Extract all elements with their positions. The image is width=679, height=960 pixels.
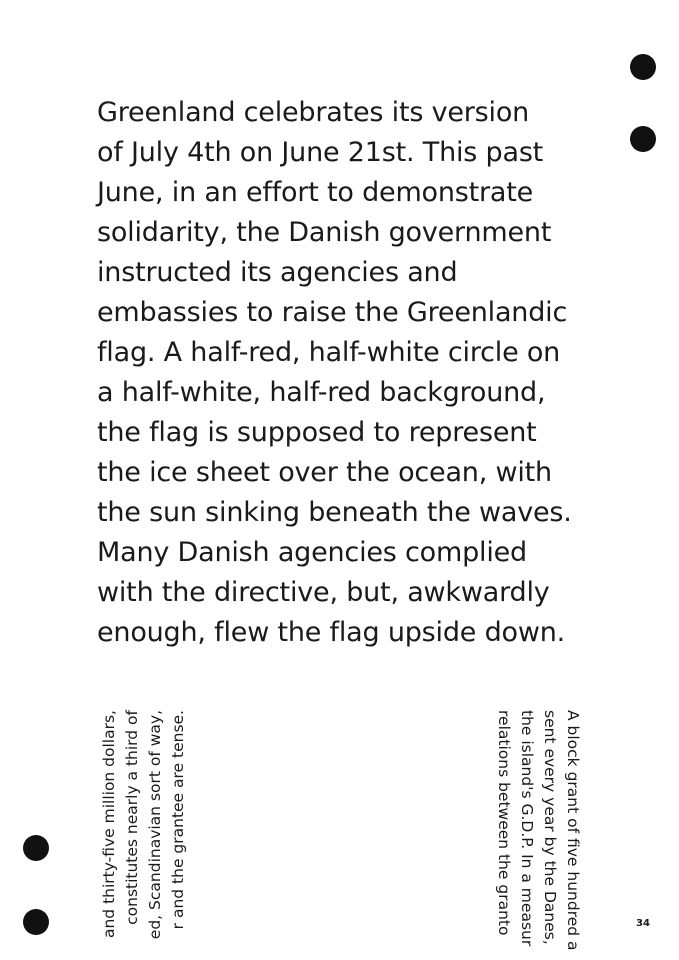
- main-line: solidarity, the Danish government: [97, 217, 552, 248]
- right-rotated-line: the island's G.D.P. In a measur: [518, 710, 536, 947]
- main-line: with the directive, but, awkwardly: [97, 577, 550, 608]
- main-line: a half-white, half-red background,: [97, 377, 546, 408]
- left-rotated-line: constitutes nearly a third of: [123, 710, 141, 925]
- left-rotated-line: ed, Scandinavian sort of way,: [146, 710, 164, 940]
- binder-hole-bottom-left-1: [23, 835, 49, 861]
- main-paragraph: [97, 93, 657, 653]
- main-line: Greenland celebrates its version: [97, 97, 530, 128]
- main-line: of July 4th on June 21st. This past: [97, 137, 544, 168]
- right-rotated-line: relations between the granto: [495, 710, 513, 936]
- binder-hole-bottom-left-2: [23, 909, 49, 935]
- right-rotated-line: A block grant of five hundred a: [564, 710, 582, 951]
- main-line: the ice sheet over the ocean, with: [97, 457, 552, 488]
- main-line: flag. A half-red, half-white circle on: [97, 337, 561, 368]
- right-rotated-line: sent every year by the Danes,: [541, 710, 559, 945]
- main-line: Many Danish agencies complied: [97, 537, 527, 568]
- main-line: the flag is supposed to represent: [97, 417, 537, 448]
- left-rotated-line: r and the grantee are tense.: [169, 710, 187, 930]
- page-number: 34: [636, 918, 650, 929]
- right-rotated-text-block: [492, 710, 584, 960]
- main-line: embassies to raise the Greenlandic: [97, 297, 568, 328]
- left-rotated-text-block: [98, 710, 190, 960]
- left-rotated-line: and thirty-five million dollars,: [100, 710, 118, 939]
- binder-hole-top-right-1: [630, 54, 656, 80]
- main-line: the sun sinking beneath the waves.: [97, 497, 572, 528]
- main-line: June, in an effort to demonstrate: [97, 177, 534, 208]
- main-line: instructed its agencies and: [97, 257, 458, 288]
- main-line: enough, flew the flag upside down.: [97, 617, 566, 648]
